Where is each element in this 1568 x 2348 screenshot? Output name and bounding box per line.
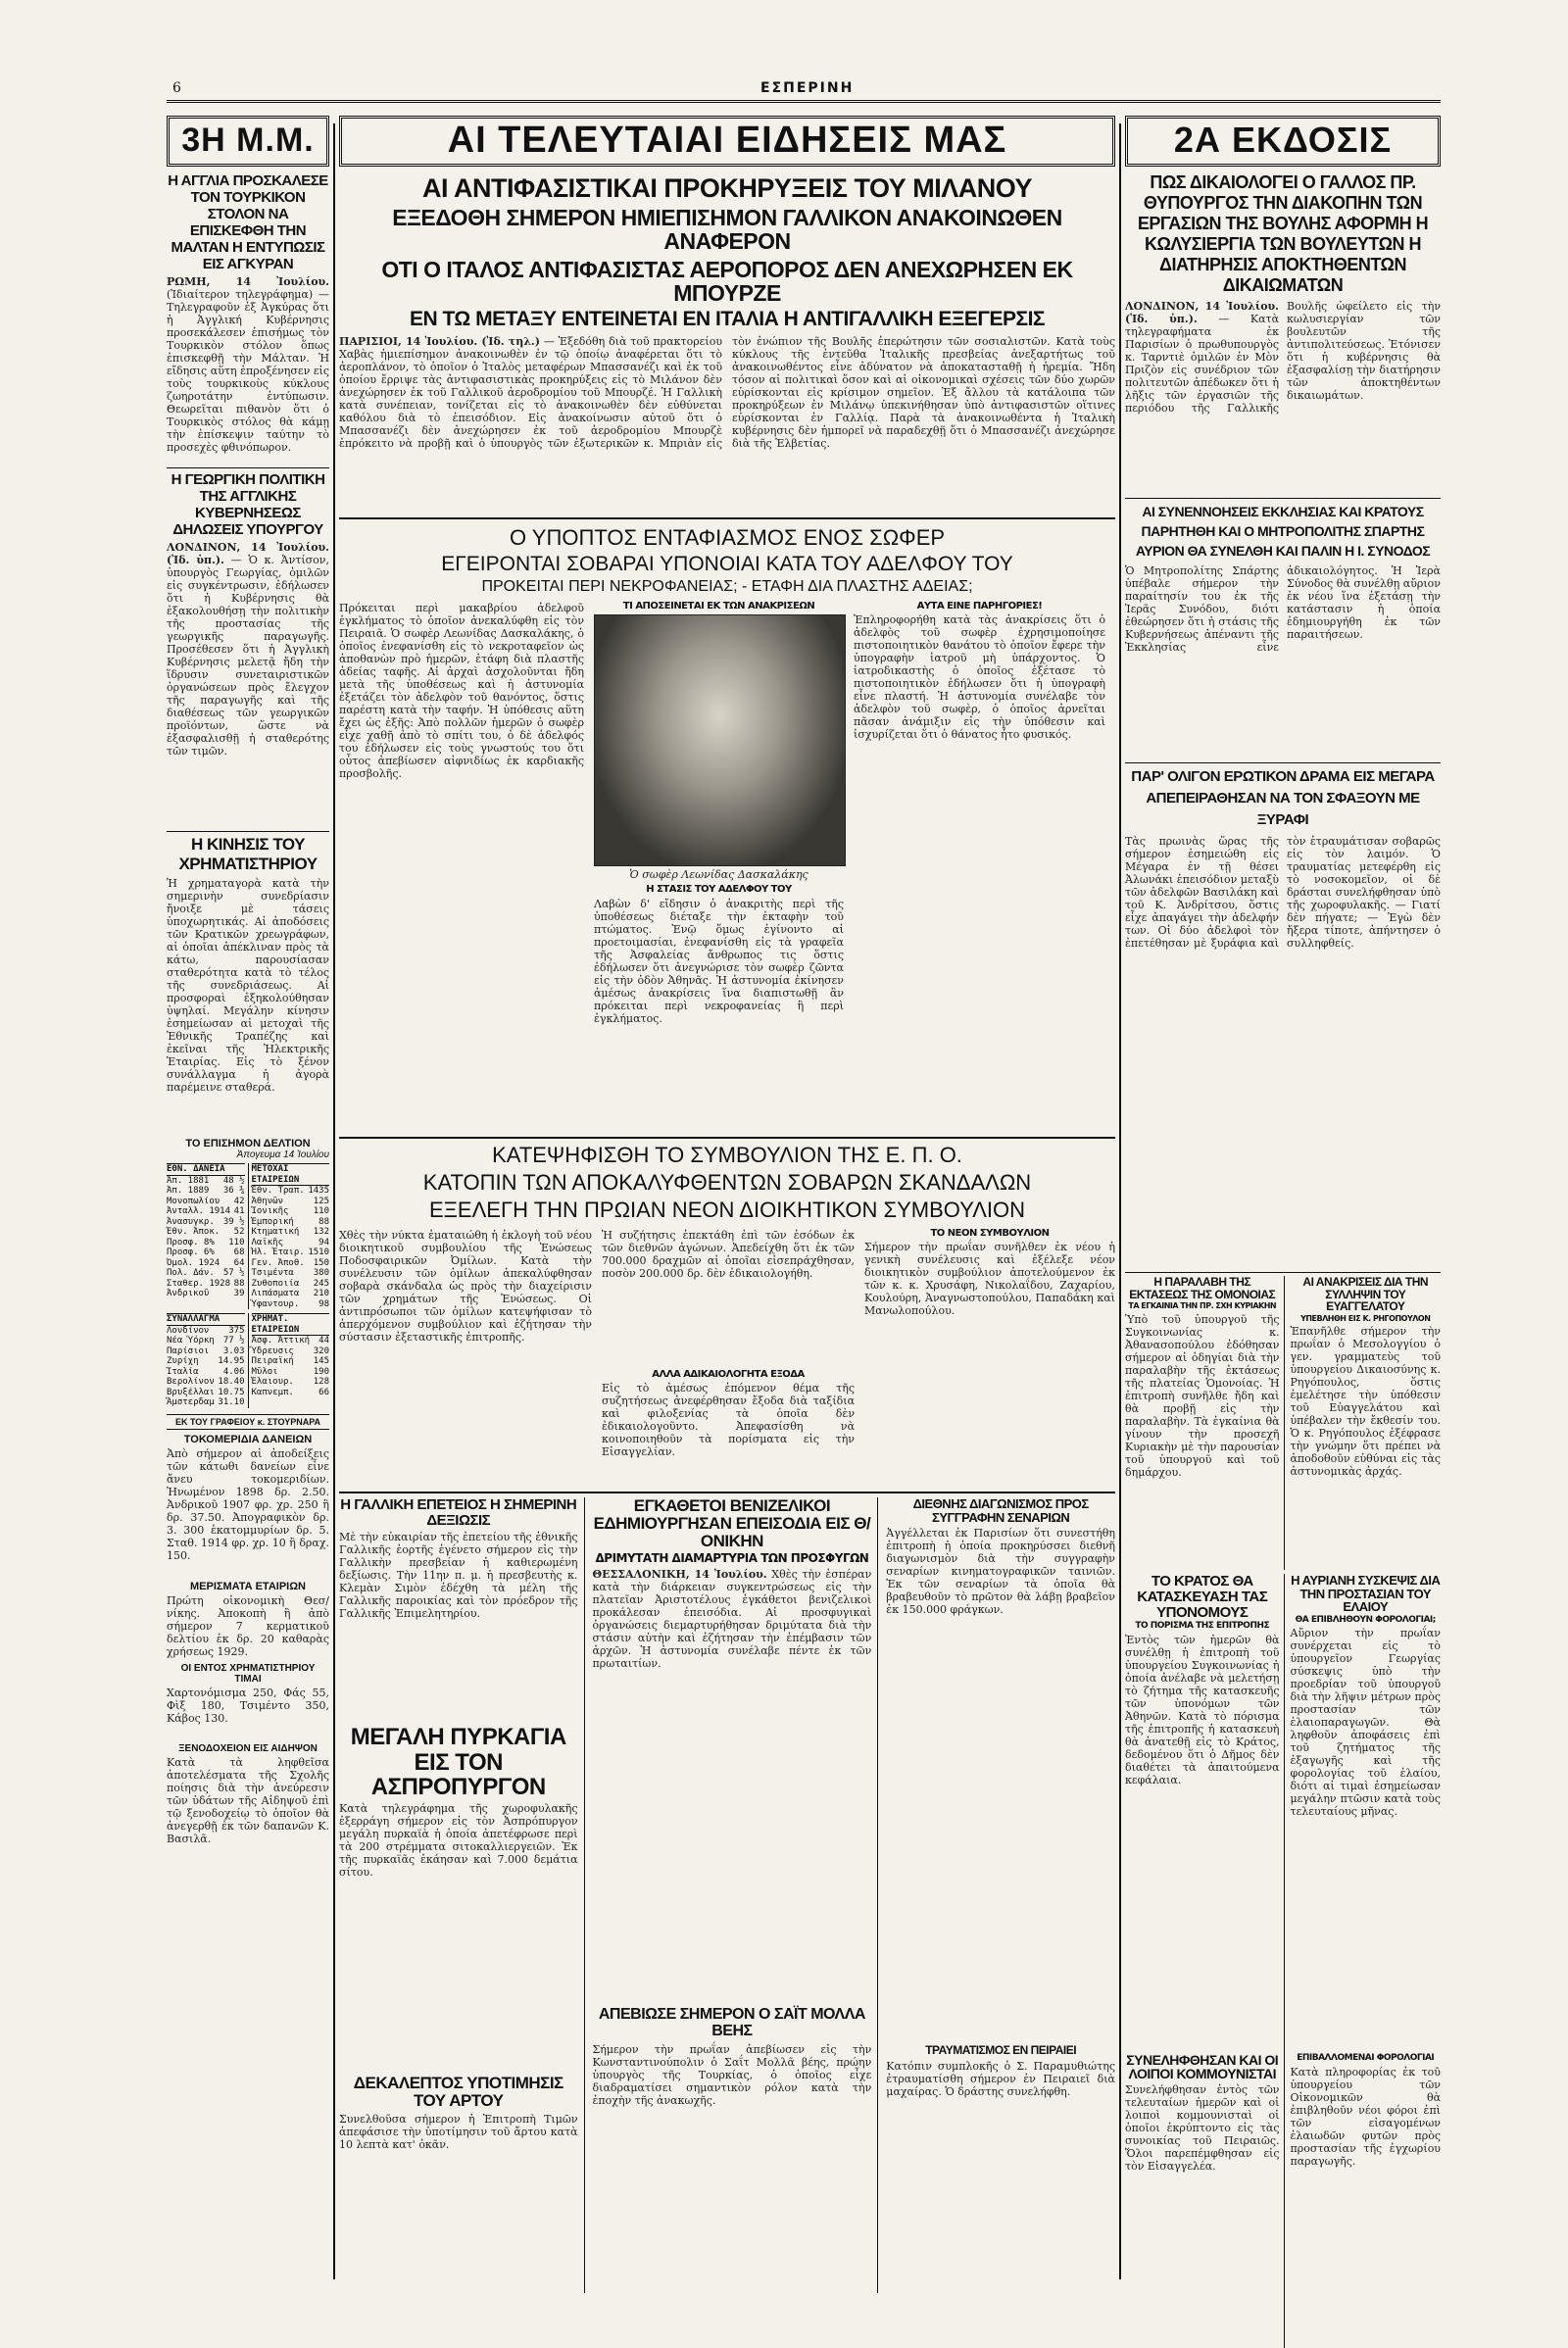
fire-body: Κατὰ τηλεγράφημα τῆς χωροφυλακῆς ἐξερράγη σήμερον εἰς τὸν Ἀσπρόπυργον μεγάλη πυρκαϊὰ ἡ ὁποία ἀπετέφρωσε περὶ τὰ 200 στρέμματα σιτοκαλλιεργειῶν. Ἐκ τῆς πυρκαϊᾶς ἐκάησαν καὶ 7.000 δεμάτια σίτου. xyxy=(339,1802,578,1880)
table-cell-label: Βερολίνον xyxy=(167,1377,215,1387)
table-cell-value: 88 xyxy=(233,1278,245,1289)
page-header xyxy=(167,80,1441,103)
table-cell-value: 77 ½ xyxy=(222,1336,245,1345)
table-row xyxy=(167,1279,245,1290)
table-cell-value: 4.06 xyxy=(222,1366,245,1377)
evangelatos-title: ΑΙ ΑΝΑΚΡΙΣΕΙΣ ΔΙΑ ΤΗΝ ΣΥΛΛΗΨΙΝ ΤΟΥ ΕΥΑΓΓΕΛΑΤΟΥ xyxy=(1302,1275,1429,1314)
table-row xyxy=(252,1238,330,1248)
table-cell-label: Προσφ. 8% xyxy=(167,1237,215,1247)
table-cell-value: 31.10 xyxy=(218,1397,245,1407)
table-cell-label: Νέα Ὑόρκη xyxy=(167,1336,215,1345)
table-row xyxy=(167,1367,245,1378)
sewers-title: ΤΟ ΚΡΑΤΟΣ ΘΑ ΚΑΤΑΣΚΕΥΑΣΗ ΤΑΣ ΥΠΟΝΟΜΟΥΣ xyxy=(1137,1573,1268,1621)
table-row xyxy=(167,1197,245,1207)
oil-body-2: Κατὰ πληροφορίας ἐκ τοῦ ὑπουργείου τῶν Οἰκονομικῶν θὰ ἐπιβληθοῦν νέοι φόροι ἐπὶ τῶν εἰσαγομένων ἐλαιωδῶν φυτῶν πρὸς προστασίαν τῆς ἐγχωρίου παραγωγῆς. xyxy=(1290,2065,1441,2168)
table-row xyxy=(252,1227,330,1238)
table-cell-label: Καπνεμπ. xyxy=(251,1387,294,1397)
table-cell-value: 210 xyxy=(313,1289,329,1298)
right-masthead: 2Α ΕΚΔΟΣΙΣ xyxy=(1125,116,1441,167)
injury-title: ΤΡΑΥΜΑΤΙΣΜΟΣ ΕΝ ΠΕΙΡΑΙΕΙ xyxy=(925,2043,1077,2058)
r2-body: Ὁ Μητροπολίτης Σπάρτης ὑπέβαλε σήμερον τὴν παραίτησίν του ἐκ τῆς Ἱερᾶς Συνόδου, διότι ἐθεώρησεν ὅτι ἡ στάσις τῆς Κυβερνήσεως ἀπέναντι τῆς Ἐκκλησίας εἶνε ἀδικαιολόγητος. Ἡ Ἱερὰ Σύνοδος θὰ συνέλθῃ αὔριον ἐκ νέου ἵνα ἐξετάσῃ τὴν κατάστασιν ἡ ὁποία ἐδημιουργήθη ἐκ τῶν παραιτήσεων. xyxy=(1125,564,1441,654)
table-row xyxy=(167,1388,245,1398)
sofer-body-2: Λαβὼν δ' εἴδησιν ὁ ἀνακριτὴς περὶ τῆς ὑποθέσεως διέταξε τὴν ἐκταφὴν τοῦ πτώματος. Ἐνῷ ὅμως ἐγίνοντο αἱ προετοιμασίαι, ἐνεφανίσθη εἰς τὰ γραφεῖα τῆς Ἀσφαλείας ἄνθρωπος τις ὅστις ἐδήλωσεν ὅτι ἀνεγνώρισε τὸν σωφὲρ ζῶντα εἰς τὴν ὁδὸν Ἀθηνᾶς. Ἡ ἀστυνομία ἐκίνησεν ἀμέσως ἀνακρίσεις ἵνα διαπιστωθῇ ἂν πρόκειται περὶ νεκροφανείας ἢ περὶ ἐγκλήματος. xyxy=(594,897,844,1025)
gallic-title: Η ΓΑΛΛΙΚΗ ΕΠΕΤΕΙΟΣ Η ΣΗΜΕΡΙΝΗ ΔΕΞΙΩΣΙΣ xyxy=(340,1495,577,1529)
table-cell-label: Ὕδρευσις xyxy=(251,1345,294,1356)
table-cell-value: 44 xyxy=(318,1336,329,1345)
communists-body: Συνελήφθησαν ἐντὸς τῶν τελευταίων ἡμερῶν καὶ οἱ λοιποὶ κομμουνισταὶ οἱ ὁποῖοι ἐκρύπτοντο εἰς τὰς συνοικίας τοῦ Πειραιῶς. Ὅλοι παρεπέμφθησαν εἰς τὸν Εἰσαγγελέα. xyxy=(1125,2083,1280,2174)
bread-title: ΔΕΚΑΛΕΠΤΟΣ ΥΠΟΤΙΜΗΣΙΣ ΤΟΥ ΑΡΤΟΥ xyxy=(353,2074,564,2110)
gallic-body: Μὲ τὴν εὐκαιρίαν τῆς ἐπετείου τῆς ἐθνικῆς Γαλλικῆς ἑορτῆς ἐγένετο σήμερον εἰς τὴν Γαλλικὴν πρεσβείαν ἡ καθιερωμένη δεξίωσις. Τὴν 11ην π. μ. ἡ πρεσβευτὴς κ. Κλεμὰν Σιμὸν ἐδέχθη τὰ μέλη τῆς Γαλλικῆς παροικίας καὶ τὸν πρόεδρον τῆς Γαλλικῆς Ἐπιμελητηρίου. xyxy=(339,1531,578,1621)
table-cell-label: Ἐθν. Ἀποκ. xyxy=(167,1227,220,1237)
table-cell-label: Ἐθν. Τραπ. xyxy=(251,1186,305,1196)
epo-body-3: Εἰς τὸ ἀμέσως ἐπόμενον θέμα τῆς συζητήσεως ἀνεφέρθησαν ἔξοδα διὰ ταξίδια καὶ φιλοξενίας τὰ ὁποῖα δὲν ἐδικαιολογοῦντο. Ἀπεφασίσθη νὰ κοινοποιηθοῦν τὰ πορίσματα εἰς τὴν Εἰσαγγελίαν. xyxy=(602,1382,855,1459)
epo-subhead-1: ΚΑΤΟΠΙΝ ΤΩΝ ΑΠΟΚΑΛΥΦΘΕΝΤΩΝ ΣΟΒΑΡΩΝ ΣΚΑΝΔΑΛΩΝ xyxy=(422,1169,1032,1195)
r1-title: ΠΩΣ ΔΙΚΑΙΟΛΟΓΕΙ Ο ΓΑΛΛΟΣ ΠΡ. ΘΥΠΟΥΡΓΟΣ ΤΗΝ ΔΙΑΚΟΠΗΝ ΤΩΝ ΕΡΓΑΣΙΩΝ ΤΗΣ ΒΟΥΛΗΣ ΑΦΟΡΜΗ Η ΚΩΛΥΣΙΕΡΓΙΑ ΤΩΝ ΒΟΥΛΕΥΤΩΝ Η ΔΙΑΤΗΡΗΣΙΣ ΑΠΟΚΤΗΘΕΝΤΩΝ ΔΙΚΑΙΩΜΑΤΩΝ xyxy=(1137,172,1429,295)
left-s3-body: Ἡ χρηματαγορὰ κατὰ τὴν σημερινὴν συνεδρίασιν ἤνοιξε μὲ τάσεις ὑποχωρητικάς. Αἱ ἀποδόσεις τῶν Κρατικῶν χρεωγράφων, αἱ ὁποῖαι ἀπέκλιναν πρὸς τὰ κάτω, παρουσίασαν σταθερότητα κατὰ τὸ τέλος τῆς συνεδριάσεως. Αἱ προσφοραὶ ἐξηκολούθησαν ὑψηλαί. Μεγάλην κίνησιν ἐσημείωσαν αἱ μετοχαὶ τῆς Ἐθνικῆς Τραπέζης καὶ ἐκεῖναι τῆς Ἠλεκτρικῆς Ἑταιρίας. Εἰς τὸ ξένον συνάλλαγμα ἡ ἀγορὰ παρέμεινε σταθερά. xyxy=(167,877,329,1094)
r3-body: Τὰς πρωινὰς ὥρας τῆς σήμερον ἐσημειώθη εἰς Μέγαρα ἐν τῇ θέσει Ἀλωνάκι ἐπεισόδιον μεταξὺ τῶν ἀδελφῶν Βασιλάκη καὶ τοῦ Κ. Ἀνδρίτσου, ὅστις εἶχε ἀπαγάγει τὴν ἀδελφήν των. Οἱ δύο ἀδελφοὶ τὸν ἐπετέθησαν μὲ ξυράφια καὶ τὸν ἐτραυμάτισαν σοβαρῶς εἰς τὸν λαιμόν. Ὁ τραυματίας μετεφέρθη εἰς τὸ νοσοκομεῖον, οἱ δὲ δράσται συνελήφθησαν ὑπὸ τῆς χωροφυλακῆς. — Γιατί δὲν πήγατε; — Ἐγὼ δὲν ἤξερα τίποτε, ἀπήντησεν ὁ συλληφθείς. xyxy=(1125,835,1441,950)
table-row xyxy=(167,1289,245,1299)
oil-title: Η ΑΥΡΙΑΝΗ ΣΥΣΚΕΨΙΣ ΔΙΑ ΤΗΝ ΠΡΟΣΤΑΣΙΑΝ ΤΟΥ ΕΛΑΙΟΥ xyxy=(1291,1573,1441,1615)
table-cell-label: Ὀμολ. 1924 xyxy=(167,1257,220,1268)
fx-title: ΣΥΝΑΛΛΑΓΜΑ xyxy=(167,1313,245,1326)
venizelist-title: ΕΓΚΑΘΕΤΟΙ ΒΕΝΙΖΕΛΙΚΟΙ ΕΔΗΜΙΟΥΡΓΗΣΑΝ ΕΠΕΙΣΟΔΙΑ ΕΙΣ Θ/ΟΝΙΚΗΝ xyxy=(593,1495,871,1550)
screenplay-title: ΔΙΕΘΝΗΣ ΔΙΑΓΩΝΙΣΜΟΣ ΠΡΟΣ ΣΥΓΓΡΑΦΗΝ ΣΕΝΑΡΙΩΝ xyxy=(912,1495,1089,1525)
oil-sub-2: ΕΠΙΒΑΛΛΟΜΕΝΑΙ ΦΟΡΟΛΟΓΙΑΙ xyxy=(1297,2053,1435,2064)
oil-body: Αὔριον τὴν πρωΐαν συνέρχεται εἰς τὸ ὑπουργεῖον Γεωργίας σύσκεψις ὑπὸ τὴν προεδρίαν τοῦ ὑπουργοῦ διὰ τὴν λῆψιν μέτρων πρὸς προστασίαν τῶν ἐλαιοπαραγωγῶν. Θὰ ληφθοῦν ἀποφάσεις ἐπὶ τοῦ ζητήματος τῆς ἐξαγωγῆς καὶ τῆς φορολογίας τοῦ ἐλαίου, διότι αἱ τιμαὶ ἐσημείωσαν μεγάλην πτῶσιν κατὰ τοὺς τελευταίους μῆνας. xyxy=(1290,1627,1441,1819)
communists-title: ΣΥΝΕΛΗΦΘΗΣΑΝ ΚΑΙ ΟΙ ΛΟΙΠΟΙ ΚΟΜΜΟΥΝΙΣΤΑΙ xyxy=(1126,2051,1279,2082)
table-cell-label: Βρυξέλλαι xyxy=(167,1387,215,1397)
table-cell-label: Πειραϊκή xyxy=(251,1356,294,1366)
table-cell-label: Λαϊκῆς xyxy=(251,1237,284,1247)
table-row xyxy=(252,1268,330,1279)
hotel-title: ΞΕΝΟΔΟΧΕΙΟΝ ΕΙΣ ΑΙΔΗΨΟΝ xyxy=(178,1742,318,1754)
lead-body: ΠΑΡΙΣΙΟΙ, 14 Ἰουλίου. (Ἰδ. τηλ.) — Ἐξεδόθη διὰ τοῦ πρακτορείου Χαβὰς ἡμιεπίσημον ἀνακοινωθὲν ἐν τῷ ὁποίῳ ἀναφέρεται ὅτι τὸ ἀεροπλάνον, τὸ ὁποῖον ὁ Ἰταλὸς μεταφέρων Μπασσανέζι καὶ ἐκ τοῦ ὁποίου ἔρριψε τὰς ἀντιφασιστικὰς προκηρύξεις εἰς τὸ Μιλάνον δὲν ἀνεχώρησεν ἐκ τοῦ Γαλλικοῦ ἀεροδρομίου τοῦ Μπουρζέ. Ἡ Γαλλικὴ κατὰ συνέπειαν, τονίζεται εἰς τὸ ἀνακοινωθὲν δὲν εὐθύνεται καθόλου διὰ τὸ ἐπεισόδιον. Εἰς ἀνακοίνωσιν αὐτοῦ ὅτι ὁ Μπασσανέζι δὲν ἀνεχώρησεν ἐκ τοῦ ἀεροδρομίου Μπουρζὲ ἐπρόκειτο νὰ προβῇ καὶ ὁ ὑπουργὸς τῶν ἐξωτερικῶν κ. Μπριὰν εἰς τὸν ἐνώπιον τῆς Βουλῆς ἐπερώτησιν τῶν σοσιαλιστῶν. Κατὰ τοὺς κύκλους τῆς ἐντεῦθα Ἰταλικῆς πρεσβείας ἀνεξαρτήτως τοῦ ἀνακοινωθέντος εἶνε ἀδύνατον νὰ ἀποκατασταθῇ ἡ ἠρεμία. Ἤδη τόσον αἱ πολιτικαὶ ὅσον καὶ αἱ οἰκονομικαὶ σχέσεις τῶν δύο χωρῶν εὑρίσκονται εἰς κρίσιμον σημεῖον. Ἐξ ἄλλου τὰ κατάλοιπα τῶν προκηρύξεων ἐν Μιλάνῳ ὑπεκινήθησαν ὑπὸ ἀντιφασιστῶν οἵτινες εὑρίσκονται ἐν Γαλλίᾳ. Παρὰ τὰ ἀνακοινωθέντα ἡ Ἰταλικὴ κυβέρνησις δὲν ἠμπορεῖ νὰ παραδεχθῇ ὅτι ὁ Μπασσανέζι ἀνεχώρησε διὰ τῆς Ἑλβετίας. xyxy=(339,334,1115,450)
table-cell-value: 110 xyxy=(228,1237,245,1247)
r3-title: ΠΑΡ' ΟΛΙΓΟΝ ΕΡΩΤΙΚΟΝ ΔΡΑΜΑ ΕΙΣ ΜΕΓΑΡΑ ΑΠΕΠΕΙΡΑΘΗΣΑΝ ΝΑ ΤΟΝ ΣΦΑΞΟΥΝ ΜΕ ΞΥΡΑΦΙ xyxy=(1125,762,1441,831)
table-cell-value: 66 xyxy=(318,1387,329,1397)
loans-title: ΤΟΚΟΜΕΡΙΔΙΑ ΔΑΝΕΙΩΝ xyxy=(183,1433,313,1445)
omonoia-title: Η ΠΑΡΑΛΑΒΗ ΤΗΣ ΕΚΤΑΣΕΩΣ ΤΗΣ ΟΜΟΝΟΙΑΣ xyxy=(1129,1275,1276,1301)
table-row xyxy=(252,1206,330,1217)
column-rule xyxy=(1119,123,1121,2279)
sewers-sub: ΤΟ ΠΟΡΙΣΜΑ ΤΗΣ ΕΠΙΤΡΟΠΗΣ xyxy=(1135,1621,1270,1632)
evangelatos-sub: ΥΠΕΒΛΗΘΗ ΕΙΣ Κ. ΡΗΓΟΠΟΥΛΟΝ xyxy=(1300,1313,1431,1323)
epo-sub-1: ΑΛΛΑ ΑΔΙΚΑΙΟΛΟΓΗΤΑ ΕΞΟΔΑ xyxy=(652,1368,805,1380)
table-cell-label: Ὑφαντουρ. xyxy=(251,1298,300,1309)
sofer-body-1: Πρόκειται περὶ μακαβρίου ἀδελφοῦ ἐγκλήματος τὸ ὁποῖον ἀνεκαλύφθη εἰς τὸν Πειραιᾶ. Ὁ σωφὲρ Λεωνίδας Δασκαλάκης, ὁ ὁποῖος ἐνεφανίσθη εἰς τὸ νεκροταφεῖον ὡς ἀποθανὼν πρὸ ἡμερῶν, ἐτάφη διὰ πλαστῆς ἀδείας ταφῆς. Αἱ ἀρχαὶ ἀσχολοῦνται ἤδη μετὰ τῆς ὑποθέσεως καὶ ἡ ἀστυνομία ἐξετάζει τὸν ἀδελφὸν τοῦ θανόντος, ὅστις παρέστη κατὰ τὴν ταφήν. Ἡ ὑπόθεσις αὕτη ἔχει ὡς ἑξῆς: Ἀπὸ πολλῶν ἡμερῶν ὁ σωφὲρ εἶχε χαθῇ ἀπὸ τὸ σπίτι του, ὁ δὲ ἀδελφός του ἐδήλωσεν εἰς τοὺς γνωστούς του ὅτι οὗτος ἀπεβίωσεν αἰφνιδίως ἐκ καρδιακῆς προσβολῆς. xyxy=(339,601,584,780)
hotel-body: Κατὰ τὰ ληφθεῖσα ἀποτελέσματα τῆς Σχολῆς ποίησις διὰ τὴν ἀνεύρεσιν τῶν ὑδάτων τῆς Αἰδηψοῦ ἐπὶ τῷ ξενοδοχείῳ τὸ ὁποῖον θὰ ἀνεγερθῇ ἐκ τῶν δαπανῶν Κ. Βασιλᾶ. xyxy=(167,1755,329,1845)
official-bulletin-date: Ἀπογευμα 14 Ἰουλίου xyxy=(236,1150,329,1160)
table-row xyxy=(252,1217,330,1228)
r2-title: ΑΙ ΣΥΝΕΝΝΟΗΣΕΙΣ ΕΚΚΛΗΣΙΑΣ ΚΑΙ ΚΡΑΤΟΥΣ ΠΑΡΗΤΗΘΗ ΚΑΙ Ο ΜΗΤΡΟΠΟΛΙΤΗΣ ΣΠΑΡΤΗΣ ΑΥΡΙΟΝ ΘΑ ΣΥΝΕΛΘΗ ΚΑΙ ΠΑΛΙΝ Η Ι. ΣΥΝΟΔΟΣ xyxy=(1125,498,1441,561)
center-column xyxy=(339,116,1115,2281)
epo-body-2: Ἡ συζήτησις ἐπεκτάθη ἐπὶ τῶν ἐσόδων ἐκ τῶν διεθνῶν ἀγώνων. Ἀπεδείχθη ὅτι ἐκ τῶν 700.000 δραχμῶν αἱ ὁποῖαι εἰσεπράχθησαν, ποσὸν 200.000 δρ. δὲν ἐδικαιολογήθη. xyxy=(602,1228,855,1280)
epo-body-4: Σήμερον τὴν πρωΐαν συνῆλθεν ἐκ νέου ἡ γενικὴ συνέλευσις καὶ ἐξέλεξε νέον διοικητικὸν συμβούλιον ἀποτελούμενον ἐκ τῶν κ. κ. Χρυσάφη, Νικολαΐδου, Ζαχαρίου, Κουλούρη, Ἀναγνωστοπούλου, Παπαδάκη καὶ Μανωλοπούλου. xyxy=(864,1241,1115,1318)
table-row xyxy=(252,1258,330,1269)
sofer-headline: Ο ΥΠΟΠΤΟΣ ΕΝΤΑΦΙΑΣΜΟΣ ΕΝΟΣ ΣΩΦΕΡ xyxy=(509,524,946,550)
table-cell-value: 18.40 xyxy=(218,1377,245,1387)
left-s1-body: ΡΩΜΗ, 14 Ἰουλίου. (Ἰδιαίτερον τηλεγράφημα) — Τηλεγραφοῦν ἐξ Ἀγκύρας ὅτι ἡ Ἀγγλική Κυβέρνησις προσεκάλεσεν ἐπισήμως τὸν Τουρκικὸν στόλον ὅπως ἐπισκεφθῇ τὴν Μάλταν. Ἡ εἴδησις αὕτη ἐπροξένησεν εἰς τοὺς τουρκικοὺς κύκλους ζωηροτάτην ἐντύπωσιν. Θεωρεῖται πιθανὸν ὅτι ὁ Τουρκικὸς στόλος θὰ κάμῃ τὴν ἐπίσκεψιν ταύτην τὸ προσεχὲς φθινόπωρον. xyxy=(167,275,329,454)
table-cell-label: Μονοπωλίου xyxy=(167,1196,220,1206)
table-cell-value: 98 xyxy=(318,1298,329,1309)
sofer-subhead-1: ΕΓΕΙΡΟΝΤΑΙ ΣΟΒΑΡΑΙ ΥΠΟΝΟΙΑΙ ΚΑΤΑ ΤΟΥ ΑΔΕΛΦΟΥ ΤΟΥ xyxy=(441,552,1013,575)
lead-headline: ΑΙ ΑΝΤΙΦΑΣΙΣΤΙΚΑΙ ΠΡΟΚΗΡΥΞΕΙΣ ΤΟΥ ΜΙΛΑΝΟΥ xyxy=(422,173,1032,203)
injury-body: Κατόπιν συμπλοκῆς ὁ Σ. Παραμυθιώτης ἐτραυματίσθη σήμερον ἐν Πειραιεῖ διὰ μαχαίρας. Ὁ δράστης συνελήφθη. xyxy=(886,2059,1115,2098)
table-cell-value: 39 xyxy=(233,1289,245,1298)
epo-subhead-2: ΕΞΕΛΕΓΗ ΤΗΝ ΠΡΩΙΑΝ ΝΕΟΝ ΔΙΟΙΚΗΤΙΚΟΝ ΣΥΜΒΟΥΛΙΟΝ xyxy=(428,1197,1026,1222)
table-cell-label: Ἀνταλλ. 1914 xyxy=(167,1206,231,1216)
table-cell-label: Λονδίνον xyxy=(167,1325,210,1336)
table-cell-label: Ἄμστερδαμ xyxy=(167,1397,215,1407)
sofer-body-3: Ἐπληροφορήθη κατὰ τὰς ἀνακρίσεις ὅτι ὁ ἀδελφὸς τοῦ σωφὲρ ἐχρησιμοποίησε πιστοποιητικὸν θανάτου τὸ ὁποῖον ἔφερε τὴν ὑπογραφὴν ἰατροῦ μὴ ὑπάρχοντος. Ὁ ἰατροδικαστὴς ὁ ὁποῖος ἐξέτασε τὸ πιστοποιητικὸν ἐδήλωσεν ὅτι ἡ ὑπογραφὴ εἶνε πλαστή. Ἡ ἀστυνομία συνέλαβε τὸν ἀδελφὸν τοῦ σωφὲρ, ὁ ὁποῖος ἀρνεῖται πᾶσαν ἀνάμιξιν εἰς τὴν ὑπόθεσιν καὶ ἰσχυρίζεται ὅτι ὁ θάνατος ἦτο φυσικός. xyxy=(854,613,1105,742)
table-cell-label: Ἐλαιουρ. xyxy=(251,1377,294,1387)
table-cell-value: 57 ½ xyxy=(222,1268,245,1278)
sofer-photo-caption: Ὁ σωφὲρ Λεωνίδας Δασκαλάκης xyxy=(629,868,808,882)
table-row xyxy=(252,1346,330,1357)
sofer-subhead-2: ΠΡΟΚΕΙΤΑΙ ΠΕΡΙ ΝΕΚΡΟΦΑΝΕΙΑΣ; - ΕΤΑΦΗ ΔΙΑ ΠΛΑΣΤΗΣ ΑΔΕΙΑΣ; xyxy=(481,577,973,595)
epo-sub-2: ΤΟ ΝΕΟΝ ΣΥΜΒΟΥΛΙΟΝ xyxy=(930,1227,1050,1239)
oil-sub: ΘΑ ΕΠΙΒΛΗΘΟΥΝ ΦΟΡΟΛΟΓΙΑΙ; xyxy=(1295,1614,1436,1625)
sait-molla-body: Σήμερον τὴν πρωΐαν ἀπεβίωσεν εἰς τὴν Κωνσταντινούπολιν ὁ Σαΐτ Μολλᾶ βέης, πρώην ὑπουργὸς τῆς Τουρκίας, ὁ ὁποῖος εἶχε διαδραματίσει σημαντικὸν ρόλον κατὰ τὴν ἐποχὴν τῆς ἀνακωχῆς. xyxy=(592,2042,872,2107)
lead-subhead-1: ΕΞΕΔΟΘΗ ΣΗΜΕΡΟΝ ΗΜΙΕΠΙΣΗΜΟΝ ΓΑΛΛΙΚΟΝ ΑΝΑΚΟΙΝΩΘΕΝ ΑΝΑΦΕΡΟΝ xyxy=(392,205,1062,255)
table-cell-label: Ἀπ. 1881 xyxy=(167,1175,210,1186)
left-s1-title: Η ΑΓΓΛΙΑ ΠΡΟΣΚΑΛΕΣΕ ΤΟΝ ΤΟΥΡΚΙΚΟΝ ΣΤΟΛΟΝ ΝΑ ΕΠΙΣΚΕΦΘΗ ΤΗΝ ΜΑΛΤΑΝ Η ΕΝΤΥΠΩΣΙΣ ΕΙΣ ΑΓΚΥΡΑΝ xyxy=(168,172,328,272)
table-cell-value: 375 xyxy=(228,1325,245,1336)
table-cell-label: Ἀσφ. Ἀττική xyxy=(251,1336,311,1345)
table-row xyxy=(167,1247,245,1258)
table-cell-value: 125 xyxy=(313,1196,329,1206)
sofer-sub-2: Η ΣΤΑΣΙΣ ΤΟΥ ΑΔΕΛΦΟΥ ΤΟΥ xyxy=(646,884,792,896)
table-cell-label: Προσφ. 6% xyxy=(167,1247,215,1257)
table-cell-label: Ἀνδρικοῦ xyxy=(167,1289,210,1298)
dividends-body: Πρώτη οἰκονομικὴ Θεσ/νίκης. Ἀποκοπὴ ἢ ἀπὸ σήμερον 7 κερματικοῦ δελτίου ἐκ δρ. 20 καθαρὰς χρήσεως 1929. xyxy=(167,1593,329,1658)
left-s3-title: Η ΚΙΝΗΣΙΣ ΤΟΥ ΧΡΗΜΑΤΙΣΤΗΡΙΟΥ xyxy=(167,831,329,874)
venizelist-subtitle: ΔΡΙΜΥΤΑΤΗ ΔΙΑΜΑΡΤΥΡΙΑ ΤΩΝ ΠΡΟΣΦΥΓΩΝ xyxy=(595,1551,869,1566)
table-cell-label: Ἰταλία xyxy=(167,1366,199,1377)
table-row xyxy=(167,1326,245,1337)
fire-title: ΜΕΓΑΛΗ ΠΥΡΚΑΓΙΑ ΕΙΣ ΤΟΝ ΑΣΠΡΟΠΥΡΓΟΝ xyxy=(350,1724,566,1800)
table-cell-label: Ζυθοποιία xyxy=(251,1278,300,1289)
table-row xyxy=(167,1377,245,1388)
evangelatos-body: Ἐπανῆλθε σήμερον τὴν πρωΐαν ὁ Μεσολογγίου ὁ γεν. γραμματεὺς τοῦ ὑπουργείου Δικαιοσύνης κ. Ρηγόπουλος, ὅστις ἐμελέτησε τὴν ὑπόθεσιν τοῦ Εὐαγγελάτου καὶ ὑπέβαλεν τὴν ἔκθεσίν του. Ὁ κ. Ρηγόπουλος ἐξέφρασε τὴν γνώμην ὅτι πρέπει νὰ ἀποδοθοῦν εὐθύναι εἰς τὰς ἀστυνομικὰς ἀρχάς. xyxy=(1290,1325,1441,1479)
table-cell-label: Ἀπ. 1889 xyxy=(167,1186,210,1196)
table-cell-label: Λιπάσματα xyxy=(251,1289,300,1298)
lead-subhead-2: ΟΤΙ Ο ΙΤΑΛΟΣ ΑΝΤΙΦΑΣΙΣΤΑΣ ΑΕΡΟΠΟΡΟΣ ΔΕΝ ΑΝΕΧΩΡΗΣΕΝ ΕΚ ΜΠΟΥΡΖΕ xyxy=(381,256,1073,306)
table-cell-label: Ἰονικῆς xyxy=(251,1206,289,1216)
table-row xyxy=(252,1377,330,1388)
table-cell-value: 39 ½ xyxy=(222,1216,245,1227)
official-bulletin-table xyxy=(167,1163,329,1309)
table-cell-value: 320 xyxy=(313,1345,329,1356)
table-cell-value: 14.95 xyxy=(218,1356,245,1366)
left-masthead: 3Η Μ.Μ. xyxy=(167,116,329,167)
table-cell-value: 48 ½ xyxy=(222,1175,245,1186)
bread-body: Συνελθοῦσα σήμερον ἡ Ἐπιτροπὴ Τιμῶν ἀπεφάσισε τὴν ὑποτίμησιν τοῦ ἄρτου κατὰ 10 λεπτὰ κατ' ὀκᾶν. xyxy=(339,2112,578,2151)
table-row xyxy=(252,1247,330,1258)
sofer-photo xyxy=(594,614,846,866)
table-cell-label: Ἠλ. Ἑταιρ. xyxy=(251,1247,305,1257)
r1-body: ΛΟΝΔΙΝΟΝ, 14 Ἰουλίου. (Ἰδ. ὑπ.). — Κατὰ τηλεγραφήματα ἐκ Παρισίων ὁ πρωθυπουργὸς κ. Ταρντιὲ ὁμιλῶν ἐν Μὸν Πριζὸν εἰς συνέδριον τῶν πολιτευτῶν ἀπέδωκεν ὅτι ἡ λῆξις τῶν ἐργασιῶν τῆς περιόδου τῆς Γαλλικῆς Βουλῆς ὠφείλετο εἰς τὴν κωλυσιεργίαν τῶν βουλευτῶν τῆς ἀντιπολιτεύσεως. Ἐτόνισεν ὅτι ἡ κυβέρνησις θὰ ἐξασφαλίσῃ τὴν διατήρησιν τῶν ἀποκτηθέντων δικαιωμάτων. xyxy=(1125,300,1441,415)
left-s2-body: ΛΟΝΔΙΝΟΝ, 14 Ἰουλίου. (Ἰδ. ὑπ.). — Ὁ κ. Ἀντίσον, ὑπουργὸς Γεωργίας, ὁμιλῶν εἰς συγκέντρωσιν, ἐδήλωσεν ὅτι ἡ Κυβέρνησις θὰ ἐξακολουθήσῃ τὴν πολιτικὴν τῆς προστασίας τῆς γεωργικῆς παραγωγῆς. Προσέθεσεν ὅτι ἡ Ἀγγλικὴ Κυβέρνησις μελετᾷ ἤδη τὴν ἵδρυσιν συνεταιριστικῶν ὀργανώσεων πρὸς ἔλεγχον τῆς παραγωγῆς καὶ τῆς διαθέσεως τῶν γεωργικῶν προϊόντων, ὥστε νὰ ἐξασφαλισθῇ ἡ σταθερότης τῶν τιμῶν. xyxy=(167,541,329,758)
table-row xyxy=(167,1336,245,1346)
lead-subhead-3: ΕΝ ΤΩ ΜΕΤΑΞΥ ΕΝΤΕΙΝΕΤΑΙ ΕΝ ΙΤΑΛΙΑ Η ΑΝΤΙΓΑΛΛΙΚΗ ΕΞΕΓΕΡΣΙΣ xyxy=(409,307,1046,330)
left-s2-title: Η ΓΕΩΡΓΙΚΗ ΠΟΛΙΤΙΚΗ ΤΗΣ ΑΓΓΛΙΚΗΣ ΚΥΒΕΡΝΗΣΕΩΣ ΔΗΛΩΣΕΙΣ ΥΠΟΥΡΓΟΥ xyxy=(167,467,329,538)
table-cell-label: Γεν. Ἀποθ. xyxy=(251,1257,305,1268)
table-cell-label: Κτηματική xyxy=(251,1227,300,1237)
table-cell-label: Ζυρίχη xyxy=(167,1356,199,1366)
table-cell-value: 42 xyxy=(233,1196,245,1206)
table-cell-value: 1435 xyxy=(308,1186,329,1196)
table-row xyxy=(252,1299,330,1310)
table-row xyxy=(167,1346,245,1357)
table-row xyxy=(252,1279,330,1290)
table-cell-label: Παρίσιοι xyxy=(167,1345,210,1356)
right-column xyxy=(1125,116,1441,2281)
table-cell-value: 150 xyxy=(313,1257,329,1268)
official-bulletin-title: ΤΟ ΕΠΙΣΗΜΟΝ ΔΕΛΤΙΟΝ xyxy=(185,1138,311,1150)
rate-box: ΕΚ ΤΟΥ ΓΡΑΦΕΙΟΥ κ. ΣΤΟΥΡΝΑΡΑ xyxy=(167,1414,329,1430)
sait-molla-title: ΑΠΕΒΙΩΣΕ ΣΗΜΕΡΟΝ Ο ΣΑΪΤ ΜΟΛΛΑ ΒΕΗΣ xyxy=(598,2006,865,2039)
table-row xyxy=(167,1356,245,1367)
table-row xyxy=(252,1197,330,1207)
table-cell-value: 94 xyxy=(318,1237,329,1247)
sofer-sub-3: ΑΥΤΑ ΕΙΝΕ ΠΑΡΗΓΟΡΙΕΣ! xyxy=(916,600,1043,611)
table-cell-label: Πολ. Δάν. xyxy=(167,1268,215,1278)
table-row xyxy=(167,1176,245,1187)
sofer-sub-1: ΤΙ ΑΠΟΣΕΙΝΕΤΑΙ ΕΚ ΤΩΝ ΑΝΑΚΡΙΣΕΩΝ xyxy=(622,600,815,611)
loans-body: Ἀπὸ σήμερον αἱ ἀποδείξεις τῶν κάτωθι δανείων εἶνε ἄνευ τοκομεριδίων. Ἠνωμένον 1898 δρ. 2.50. Ἀνδρικοῦ 1907 φρ. χρ. 250 ἢ δρ. 37.50. Ἀπογραφικὸν δρ. 3. 300 ἑκατομμυρίων δρ. 5. Σταθ. 1914 φρ. χρ. 10 ἢ δραχ. 150. xyxy=(167,1446,329,1562)
table-cell-value: 145 xyxy=(313,1356,329,1366)
table-cell-label: Ἐμπορική xyxy=(251,1216,294,1227)
sewers-body: Ἐντὸς τῶν ἡμερῶν θὰ συνέλθῃ ἡ ἐπιτροπὴ τοῦ ὑπουργείου Συγκοινωνίας ἡ ὁποία ἀνέλαβε νὰ μελετήσῃ τὸ ζήτημα τῆς κατασκευῆς τῶν ὑπονόμων τῶν Ἀθηνῶν. Κατὰ τὸ πόρισμα τῆς ἐπιτροπῆς ἡ κατασκευὴ θὰ ἀνατεθῇ εἰς τὸ Κράτος, δεδομένου ὅτι ὁ Δῆμος δὲν διαθέτει τὰ ἀπαιτούμενα κεφάλαια. xyxy=(1125,1633,1280,1786)
table-cell-label: Τσιμέντα xyxy=(251,1268,294,1278)
table-row xyxy=(252,1388,330,1398)
table-cell-value: 132 xyxy=(313,1227,329,1237)
exchange-body: Χαρτονόμισμα 250, Φάς 55, Φὶξ 180, Τσιμέντο 350, Κάβος 130. xyxy=(167,1686,329,1725)
table-cell-value: 52 xyxy=(233,1227,245,1237)
table-cell-value: 68 xyxy=(233,1247,245,1257)
column-rule xyxy=(333,123,335,2279)
table-cell-label: Ἀνασυγκρ. xyxy=(167,1216,215,1227)
table-row xyxy=(252,1356,330,1367)
epo-headline: ΚΑΤΕΨΗΦΙΣΘΗ ΤΟ ΣΥΜΒΟΥΛΙΟΝ ΤΗΣ Ε. Π. Ο. xyxy=(492,1142,962,1167)
table-row xyxy=(167,1268,245,1279)
page-number: 6 xyxy=(172,80,181,96)
table-header: ΜΕΤΟΧΑΙ ΕΤΑΙΡΕΙΩΝ xyxy=(252,1163,330,1186)
left-column xyxy=(167,116,329,2281)
table-cell-label: Σταθερ. 1928 xyxy=(167,1278,231,1289)
table-row xyxy=(167,1217,245,1228)
table-row xyxy=(167,1397,245,1408)
table-row xyxy=(252,1367,330,1378)
newspaper-name: ΕΣΠΕΡΙΝΗ xyxy=(755,80,859,96)
dividends-title: ΜΕΡΙΣΜΑΤΑ ΕΤΑΙΡΙΩΝ xyxy=(190,1580,306,1592)
exchange-title: ΟΙ ΕΝΤΟΣ ΧΡΗΜΑΤΙΣΤΗΡΙΟΥ ΤΙΜΑΙ xyxy=(180,1662,316,1685)
table-cell-value: 41 xyxy=(233,1206,245,1216)
table-cell-label: Μῦλοι xyxy=(251,1366,278,1377)
table-cell-value: 64 xyxy=(233,1257,245,1268)
table-cell-value: 110 xyxy=(313,1206,329,1216)
table-row xyxy=(167,1186,245,1197)
omonoia-sub: ΤΑ ΕΓΚΑΙΝΙΑ ΤΗΝ ΠΡ. ΣΧΗ ΚΥΡΙΑΚΗΝ xyxy=(1128,1301,1277,1311)
center-masthead: ΑΙ ΤΕΛΕΥΤΑΙΑΙ ΕΙΔΗΣΕΙΣ ΜΑΣ xyxy=(339,116,1115,167)
table-cell-value: 1510 xyxy=(308,1247,329,1257)
table-cell-value: 380 xyxy=(313,1268,329,1278)
table-header: ΕΘΝ. ΔΑΝΕΙΑ xyxy=(167,1163,245,1176)
venizelist-body: ΘΕΣΣΑΛΟΝΙΚΗ, 14 Ἰουλίου. Χθὲς τὴν ἑσπέραν κατὰ τὴν διάρκειαν συγκεντρώσεως εἰς τὴν πλατεῖαν Ἀριστοτέλους ἐγκάθετοι βενιζελικοὶ προκάλεσαν ἐπεισόδια. Αἱ προσφυγικαὶ ὀργανώσεις διεμαρτυρήθησαν δριμύτατα διὰ τὴν στάσιν αὐτὴν καὶ ἐζήτησαν τὴν ἐπέμβασιν τῶν ἀρχῶν. Ἡ ἀστυνομία συνέλαβε πέντε ἐκ τῶν πρωταιτίων. xyxy=(592,1568,872,1671)
table-cell-value: 88 xyxy=(318,1216,329,1227)
table-row xyxy=(167,1227,245,1238)
table-cell-value: 190 xyxy=(313,1366,329,1377)
screenplay-body: Ἀγγέλλεται ἐκ Παρισίων ὅτι συνεστήθη ἐπιτροπὴ ἡ ὁποία προκηρύσσει διεθνῆ διαγωνισμὸν διὰ τὴν συγγραφὴν σεναρίων κινηματογραφικῶν ταινιῶν. Ἐκ τῶν σεναρίων τὰ ὁποῖα θὰ βραβευθοῦν τὸ πρῶτον θὰ λάβῃ βραβεῖον ἐκ 150.000 φράγκων. xyxy=(886,1527,1115,1617)
epo-body-1: Χθὲς τὴν νύκτα ἐματαιώθη ἡ ἐκλογὴ τοῦ νέου διοικητικοῦ συμβουλίου τῆς Ἑνώσεως Ποδοσφαιρικῶν Ὀμίλων. Κατὰ τὴν συνέλευσιν τῶν ὀμίλων ἀπεκαλύφθησαν σοβαρὰ σκάνδαλα ὡς πρὸς τὴν διαχείρισιν τῶν χρημάτων τῆς Ἑνώσεως. Οἱ ἀντιπρόσωποι τῶν ὀμίλων κατεψήφισαν τὸ ἀπερχόμενον συμβούλιον καὶ ἐζήτησαν τὴν σύστασιν ἐξεταστικῆς ἐπιτροπῆς. xyxy=(339,1228,592,1344)
table-cell-value: 36 ¾ xyxy=(222,1186,245,1196)
table-row xyxy=(252,1289,330,1299)
table-row xyxy=(167,1258,245,1269)
table-row xyxy=(167,1238,245,1248)
table-row xyxy=(167,1206,245,1217)
table-cell-value: 245 xyxy=(313,1278,329,1289)
table-row xyxy=(252,1336,330,1346)
omonoia-body: Ὑπὸ τοῦ ὑπουργοῦ τῆς Συγκοινωνίας κ. Ἀθανασοπούλου ἐδόθησαν σήμερον αἱ ὁδηγίαι διὰ τὴν παραλαβὴν τῆς ἐκτάσεως τῆς πλατείας Ὁμονοίας. Ἡ ἐπιτροπὴ συνῆλθε ἤδη καὶ θὰ προβῇ εἰς τὴν παραλαβὴν. Τὰ ἐγκαίνια θὰ γίνουν τὴν προσεχῆ Κυριακὴν μὲ τὴν παρουσίαν τοῦ ὑπουργοῦ καὶ τοῦ δημάρχου. xyxy=(1125,1312,1280,1479)
table-cell-label: Ἀθηνῶν xyxy=(251,1196,284,1206)
table-cell-value: 10.75 xyxy=(218,1387,245,1397)
table-row xyxy=(252,1186,330,1197)
table-cell-value: 128 xyxy=(313,1377,329,1387)
companies-title: ΧΡΗΜΑΤ. ΕΤΑΙΡΕΙΩΝ xyxy=(252,1313,330,1336)
table-cell-value: 3.03 xyxy=(222,1345,245,1356)
